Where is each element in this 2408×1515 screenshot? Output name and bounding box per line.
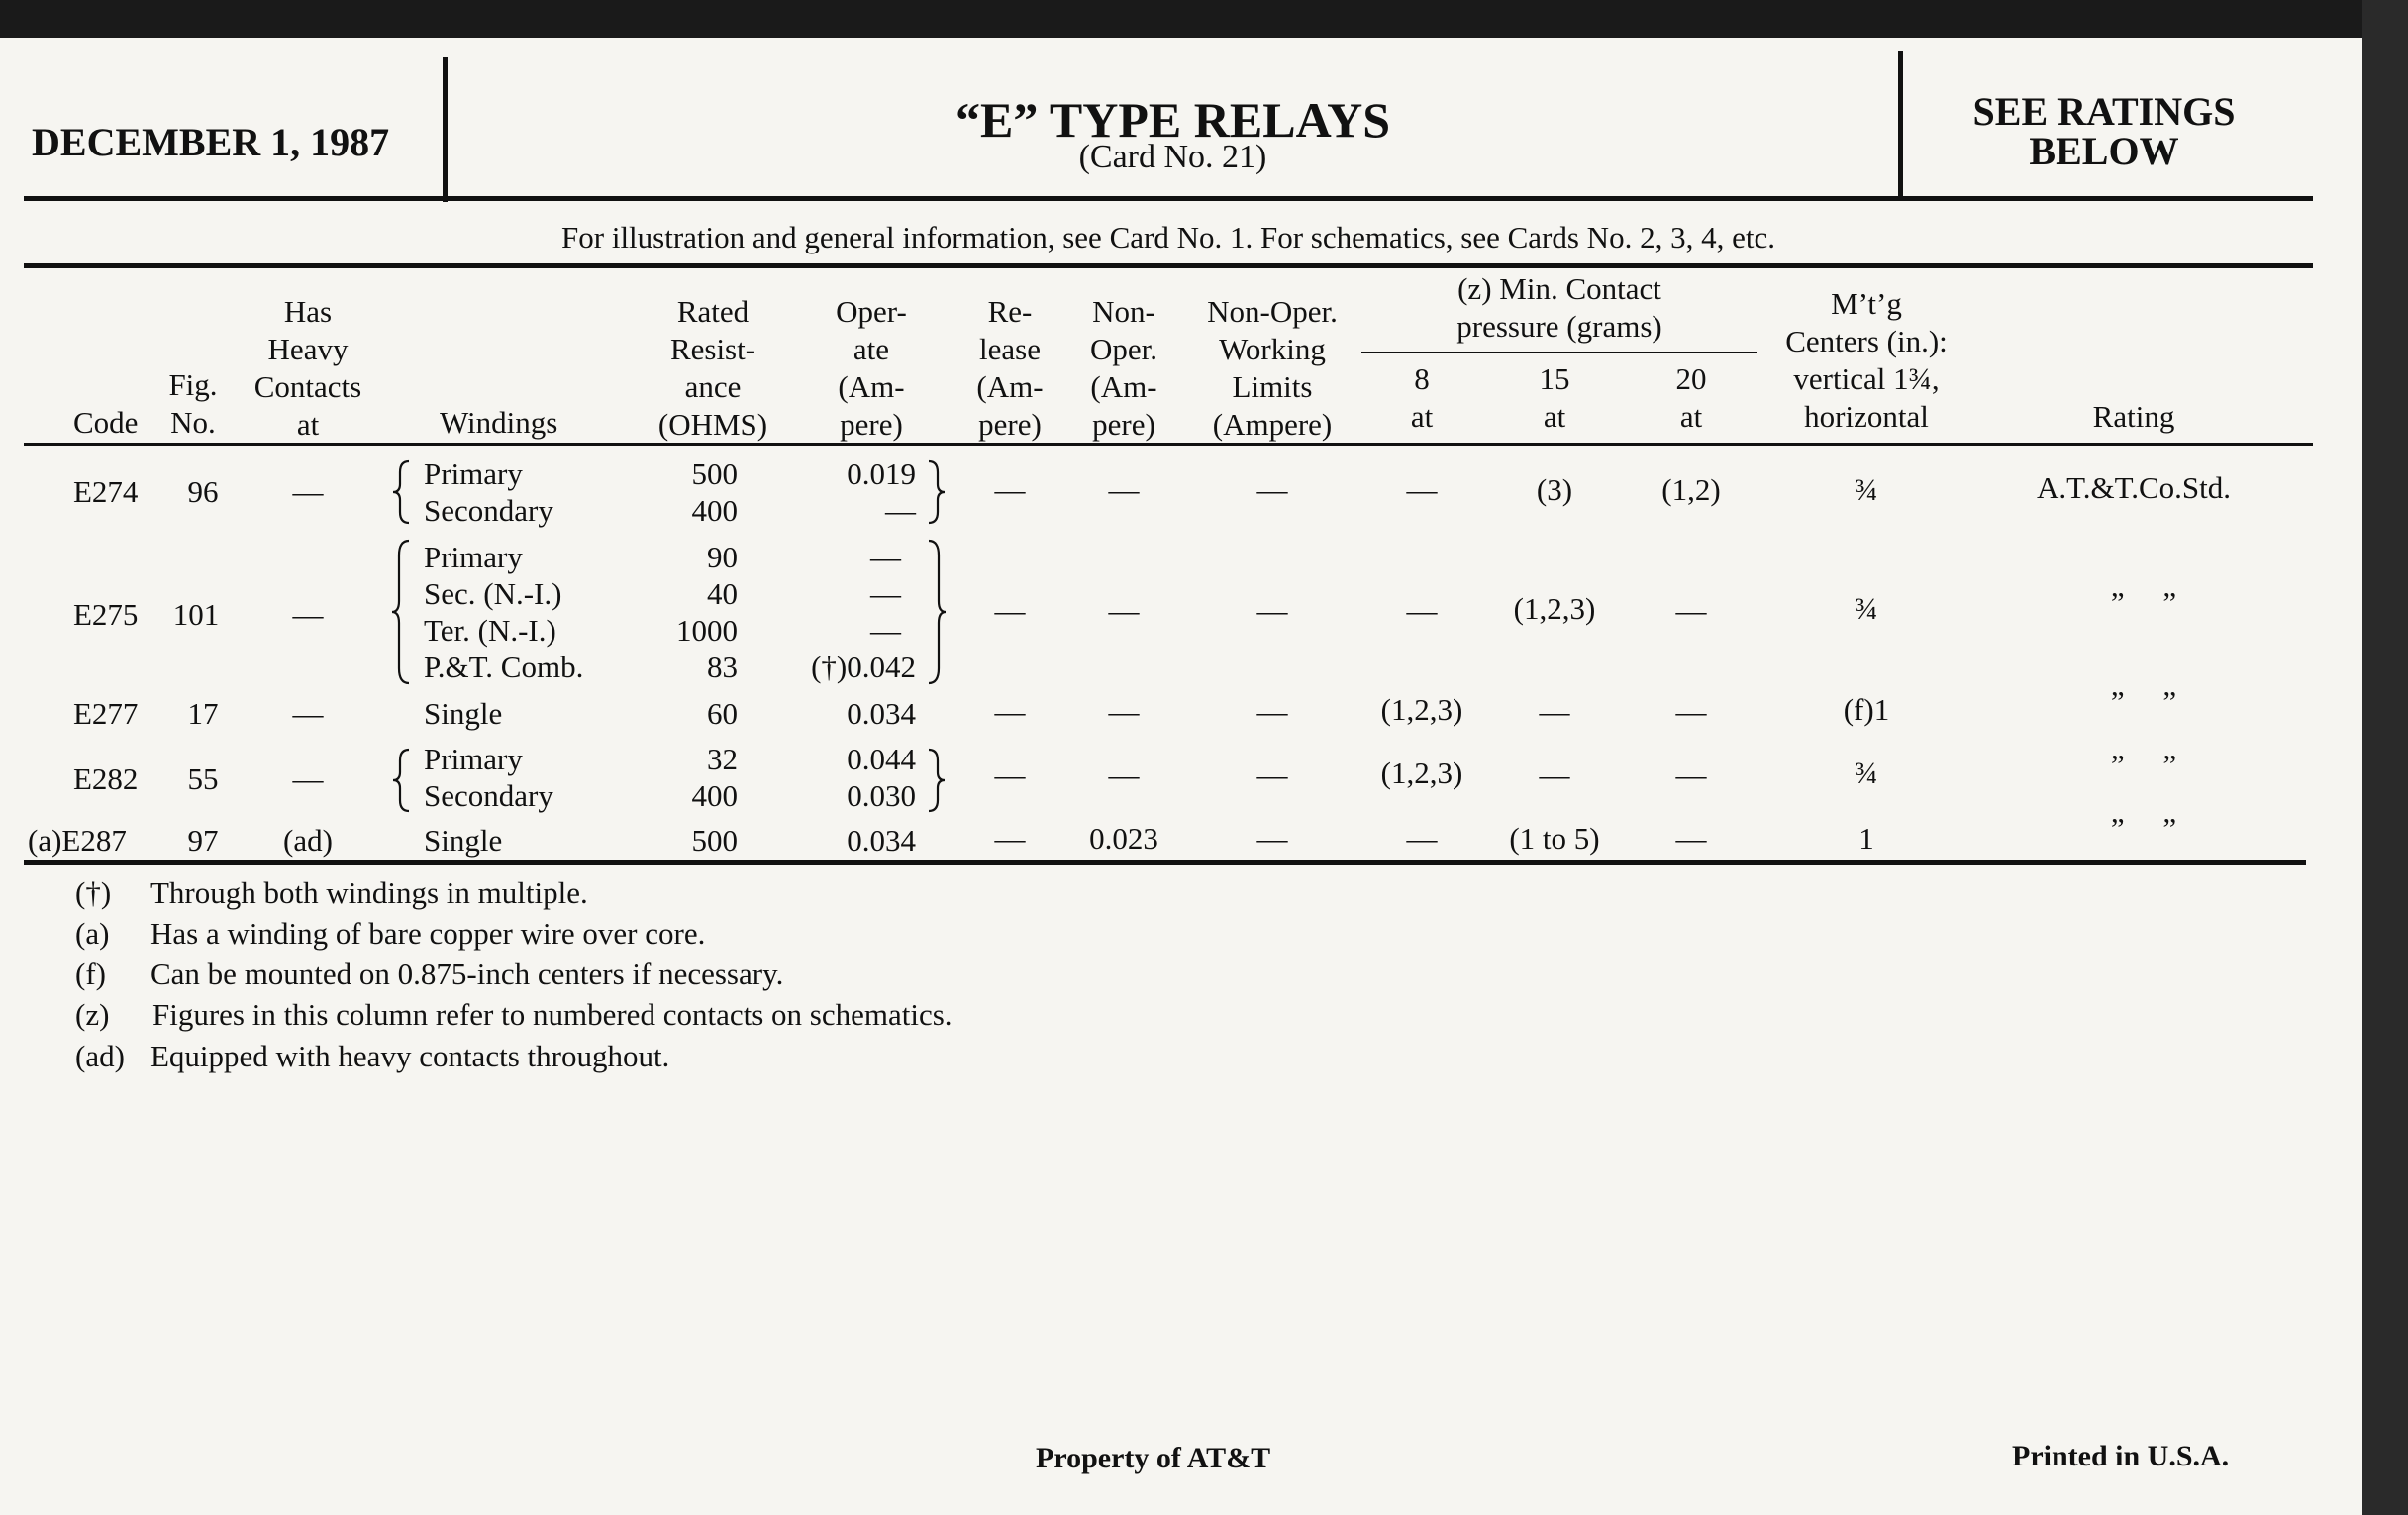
left-brace xyxy=(389,538,415,686)
row-release: — xyxy=(994,758,1026,792)
row-limits: — xyxy=(1256,821,1288,856)
row-fig: 55 xyxy=(187,761,219,796)
row-resistance: 90 xyxy=(707,540,738,574)
row-code: E275 xyxy=(73,597,139,632)
footnote-mark: (a) xyxy=(75,916,110,951)
pressure-group-rule xyxy=(1361,352,1757,354)
row-pressure-15: (3) xyxy=(1536,472,1573,507)
footnote-mark: (z) xyxy=(75,997,110,1032)
row-operate: — xyxy=(870,540,901,574)
col-fig: Fig. No. xyxy=(168,367,218,440)
row-nonoper: — xyxy=(1108,593,1140,628)
row-resistance: 60 xyxy=(707,696,738,731)
footnote-mark: (†) xyxy=(75,875,112,910)
left-brace xyxy=(389,747,415,814)
relay-card xyxy=(0,38,2362,1515)
row-code: E274 xyxy=(73,474,139,509)
row-nonoper: 0.023 xyxy=(1089,821,1158,856)
col-nonoper: Non- Oper. (Am- pere) xyxy=(1089,294,1157,442)
row-pressure-8: — xyxy=(1406,821,1438,856)
row-release: — xyxy=(994,694,1026,729)
row-winding: Sec. (N.-I.) xyxy=(424,576,562,611)
row-resistance: 400 xyxy=(691,778,738,813)
row-rating: ” ” xyxy=(2110,811,2177,846)
left-brace xyxy=(389,458,415,526)
col-code: Code xyxy=(73,405,139,440)
row-rating: ” ” xyxy=(2110,748,2177,782)
row-operate: 0.034 xyxy=(847,823,916,858)
footnote-mark: (f) xyxy=(75,957,106,991)
printed-in-usa: Printed in U.S.A. xyxy=(2012,1440,2230,1472)
row-operate: 0.044 xyxy=(847,742,916,776)
col-mounting-centers: M’t’g Centers (in.): vertical 1¾, horizontal xyxy=(1785,286,1948,434)
row-pressure-15: — xyxy=(1539,694,1570,729)
row-mounting: ¾ xyxy=(1855,591,1878,626)
footnote-text: Figures in this column refer to numbered contacts on schematics. xyxy=(152,997,953,1032)
row-nonoper: — xyxy=(1108,694,1140,729)
right-brace xyxy=(923,458,949,526)
footnote-text: Can be mounted on 0.875-inch centers if necessary. xyxy=(150,957,784,991)
col-operate: Oper- ate (Am- pere) xyxy=(836,294,907,442)
row-resistance: 83 xyxy=(707,650,738,684)
row-pressure-8: — xyxy=(1406,472,1438,507)
row-resistance: 500 xyxy=(691,456,738,491)
row-nonoper: — xyxy=(1108,472,1140,507)
row-pressure-20: (1,2) xyxy=(1661,472,1721,507)
row-resistance: 400 xyxy=(691,493,738,528)
card-subtitle: (Card No. 21) xyxy=(1078,139,1267,175)
row-fig: 101 xyxy=(172,597,220,632)
row-fig: 17 xyxy=(187,696,219,731)
card-date: DECEMBER 1, 1987 xyxy=(32,120,390,164)
row-pressure-15: (1 to 5) xyxy=(1509,821,1600,856)
row-pressure-20: — xyxy=(1675,758,1707,792)
row-mounting: ¾ xyxy=(1855,756,1878,790)
row-fig: 97 xyxy=(187,823,219,858)
row-operate: — xyxy=(870,576,901,611)
row-operate: 0.019 xyxy=(847,456,916,491)
row-nonoper: — xyxy=(1108,758,1140,792)
row-heavy: — xyxy=(292,474,324,509)
row-rating: ” ” xyxy=(2110,684,2177,719)
rule-table-top xyxy=(24,263,2313,268)
col-windings: Windings xyxy=(440,405,558,440)
row-winding: Primary xyxy=(424,540,523,574)
col-rating: Rating xyxy=(2092,399,2175,434)
row-pressure-20: — xyxy=(1675,821,1707,856)
row-operate: 0.034 xyxy=(847,696,916,731)
row-release: — xyxy=(994,593,1026,628)
row-resistance: 40 xyxy=(707,576,738,611)
row-pressure-8: (1,2,3) xyxy=(1380,756,1463,790)
row-release: — xyxy=(994,472,1026,507)
row-code: E282 xyxy=(73,761,139,796)
col-pressure-8: 8 at xyxy=(1410,361,1434,434)
row-mounting: ¾ xyxy=(1855,472,1878,507)
col-heavy: Has Heavy Contacts at xyxy=(253,294,362,442)
row-winding: Primary xyxy=(424,456,523,491)
row-mounting: (f)1 xyxy=(1843,692,1890,727)
see-ratings-line2: BELOW xyxy=(2029,129,2179,173)
row-rating: A.T.&T.Co.Std. xyxy=(2036,470,2232,505)
row-limits: — xyxy=(1256,472,1288,507)
row-winding: Primary xyxy=(424,742,523,776)
row-code: E277 xyxy=(73,696,139,731)
right-brace xyxy=(923,747,949,814)
row-pressure-15: — xyxy=(1539,758,1570,792)
row-resistance: 32 xyxy=(707,742,738,776)
row-release: — xyxy=(994,821,1026,856)
card-title: “E” TYPE RELAYS xyxy=(954,92,1391,148)
row-rating: ” ” xyxy=(2110,585,2177,620)
footnote-mark: (ad) xyxy=(75,1039,125,1073)
right-brace xyxy=(923,538,949,686)
col-pressure-20: 20 at xyxy=(1675,361,1707,434)
row-winding: Secondary xyxy=(424,493,553,528)
row-limits: — xyxy=(1256,593,1288,628)
col-pressure-group: (z) Min. Contact pressure (grams) xyxy=(1456,271,1662,344)
row-pressure-20: — xyxy=(1675,593,1707,628)
row-operate: 0.030 xyxy=(847,778,916,813)
footnote-text: Has a winding of bare copper wire over core. xyxy=(150,916,706,951)
row-resistance: 500 xyxy=(691,823,738,858)
row-operate: — xyxy=(885,493,916,528)
property-of-att: Property of AT&T xyxy=(1036,1442,1271,1474)
row-winding: Ter. (N.-I.) xyxy=(424,613,556,648)
row-heavy: — xyxy=(292,597,324,632)
row-heavy: — xyxy=(292,696,324,731)
col-limits: Non-Oper. Working Limits (Ampere) xyxy=(1207,294,1338,442)
rule-header-bottom xyxy=(24,196,2313,201)
col-release: Re- lease (Am- pere) xyxy=(976,294,1044,442)
row-code: (a)E287 xyxy=(28,823,127,858)
row-limits: — xyxy=(1256,694,1288,729)
row-mounting: 1 xyxy=(1858,821,1874,856)
header-divider-right xyxy=(1898,51,1903,198)
row-operate: — xyxy=(870,613,901,648)
footnote-text: Through both windings in multiple. xyxy=(150,875,588,910)
see-ratings-line1: SEE RATINGS xyxy=(1972,89,2236,134)
row-operate: (†)0.042 xyxy=(811,650,916,684)
col-pressure-15: 15 at xyxy=(1539,361,1570,434)
row-pressure-15: (1,2,3) xyxy=(1513,591,1596,626)
footnote-text: Equipped with heavy contacts throughout. xyxy=(150,1039,670,1073)
row-pressure-8: (1,2,3) xyxy=(1380,692,1463,727)
row-limits: — xyxy=(1256,758,1288,792)
row-heavy: (ad) xyxy=(283,823,333,858)
row-winding: P.&T. Comb. xyxy=(424,650,584,684)
rule-header-row-bottom xyxy=(24,443,2313,446)
row-pressure-20: — xyxy=(1675,694,1707,729)
row-heavy: — xyxy=(292,761,324,796)
col-resistance: Rated Resist- ance (OHMS) xyxy=(657,294,768,442)
row-winding: Secondary xyxy=(424,778,553,813)
intro-text: For illustration and general information, see Card No. 1. For schematics, see Cards No. 2, 3, 4, etc. xyxy=(561,220,1775,254)
row-resistance: 1000 xyxy=(676,613,738,648)
row-winding: Single xyxy=(424,696,503,731)
row-winding: Single xyxy=(424,823,503,858)
card-edge-shadow xyxy=(2362,0,2408,1515)
row-fig: 96 xyxy=(187,474,219,509)
rule-table-bottom xyxy=(24,860,2306,865)
row-pressure-8: — xyxy=(1406,593,1438,628)
